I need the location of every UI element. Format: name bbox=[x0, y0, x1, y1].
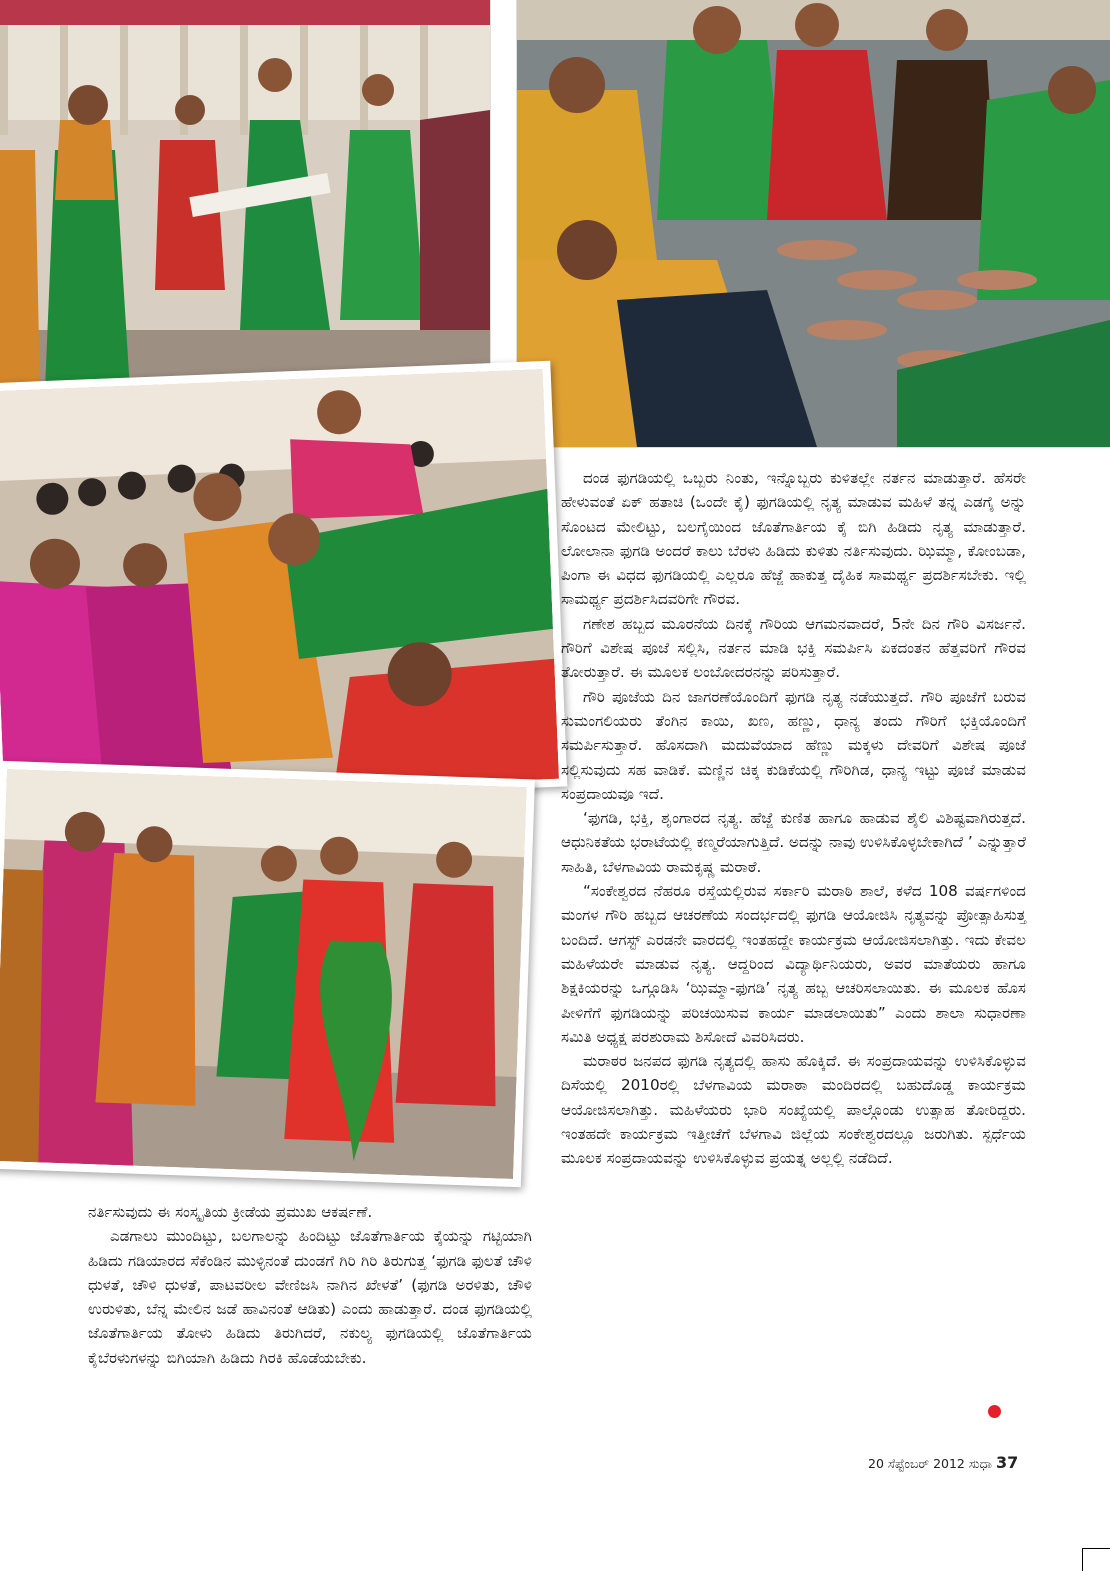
paragraph: ಗಣೇಶ ಹಬ್ಬದ ಮೂರನೆಯ ದಿನಕ್ಕೆ ಗೌರಿಯ ಆಗಮನವಾದರೆ, 5ನೇ ದಿನ ಗೌರಿ ವಿಸರ್ಜನೆ. ಗೌರಿಗೆ ವಿಶೇಷ ಪೂಜೆ ಸಲ್ಲಿಸಿ, ನರ್ತನ ಮಾಡಿ ಭಕ್ತಿ ಸಮರ್ಪಿಸಿ ಏಕದಂತನ ಹೆತ್ತವರಿಗೆ ಗೌರವ ತೋರುತ್ತಾರೆ. ಈ ಮೂಲಕ ಲಂಬೋದರನನ್ನು ಪರಿಸುತ್ತಾರೆ. bbox=[561, 614, 1026, 682]
article-right-column bbox=[561, 466, 1026, 1171]
crop-mark bbox=[1082, 1548, 1083, 1571]
paragraph: ‘ಫುಗಡಿ, ಭಕ್ತಿ, ಶೃಂಗಾರದ ನೃತ್ಯ. ಹೆಜ್ಜೆ ಕುಣಿತ ಹಾಗೂ ಹಾಡುವ ಶೈಲಿ ವಿಶಿಷ್ಟವಾಗಿರುತ್ತದೆ. ಆಧುನಿಕತೆಯ ಭರಾಟೆಯಲ್ಲಿ ಕಣ್ಮರೆಯಾಗುತ್ತಿದೆ. ಅದನ್ನು ನಾವು ಉಳಿಸಿಕೊಳ್ಳಬೇಕಾಗಿದೆ ’ ಎನ್ನುತ್ತಾರೆ ಸಾಹಿತಿ, ಬೆಳಗಾವಿಯ ರಾಮಕೃಷ್ಣ ಮರಾಠೆ. bbox=[561, 809, 1026, 876]
paragraph: ಮರಾಠರ ಜನಪದ ಫುಗಡಿ ನೃತ್ಯದಲ್ಲಿ ಹಾಸು ಹೊಕ್ಕಿದೆ. ಈ ಸಂಪ್ರದಾಯವನ್ನು ಉಳಿಸಿಕೊಳ್ಳುವ ದಿಸೆಯಲ್ಲಿ 2010ರಲ್ಲಿ ಬೆಳಗಾವಿಯ ಮರಾಠಾ ಮಂದಿರದಲ್ಲಿ ಬಹುದೊಡ್ಡ ಕಾರ್ಯಕ್ರಮ ಆಯೋಜಿಸಲಾಗಿತ್ತು. ಮಹಿಳೆಯರು ಭಾರಿ ಸಂಖ್ಯೆಯಲ್ಲಿ ಪಾಲ್ಗೊಂಡು ಉತ್ಸಾಹ ತೋರಿದ್ದರು. ಇಂತಹದೇ ಕಾರ್ಯಕ್ರಮ ಇತ್ತೀಚೆಗೆ ಬೆಳಗಾವಿ ಜಿಲ್ಲೆಯ ಸಂಕೇಶ್ವರದಲ್ಲೂ ಜರುಗಿತು. ಸ್ಪರ್ಧೆಯ ಮೂಲಕ ಸಂಪ್ರದಾಯವನ್ನು ಉಳಿಸಿಕೊಳ್ಳುವ ಪ್ರಯತ್ನ ಅಲ್ಲಲ್ಲಿ ನಡೆದಿದೆ. bbox=[561, 1052, 1026, 1168]
issue-date: 20 ಸೆಪ್ಟೆಂಬರ್ 2012 ಸುಧಾ bbox=[868, 1456, 992, 1471]
page-footer bbox=[868, 1453, 1018, 1472]
page-number: 37 bbox=[995, 1453, 1019, 1472]
end-mark-dot bbox=[988, 1405, 1001, 1418]
article-left-column bbox=[88, 1200, 532, 1370]
paragraph: ಗೌರಿ ಪೂಜೆಯ ದಿನ ಜಾಗರಣೆಯೊಂದಿಗೆ ಫುಗಡಿ ನೃತ್ಯ ನಡೆಯುತ್ತದೆ. ಗೌರಿ ಪೂಜೆಗೆ ಬರುವ ಸುಮಂಗಲಿಯರು ತೆಂಗಿನ ಕಾಯಿ, ಖಣ, ಹಣ್ಣು, ಧಾನ್ಯ ತಂದು ಗೌರಿಗೆ ಭಕ್ತಿಯೊಂದಿಗೆ ಸಮರ್ಪಿಸುತ್ತಾರೆ. ಹೊಸದಾಗಿ ಮದುವೆಯಾದ ಹೆಣ್ಣು ಮಕ್ಕಳು ದೇವರಿಗೆ ವಿಶೇಷ ಪೂಜೆ ಸಲ್ಲಿಸುವುದು ಸಹ ವಾಡಿಕೆ. ಮಣ್ಣಿನ ಚಿಕ್ಕ ಕುಡಿಕೆಯಲ್ಲಿ ಗೌರಿಗಿಡ, ಧಾನ್ಯ ಇಟ್ಟು ಪೂಜೆ ಮಾಡುವ ಸಂಪ್ರದಾಯವೂ ಇದೆ. bbox=[561, 687, 1026, 803]
photo-women-dancing-plant bbox=[0, 761, 535, 1187]
photo-dancers-standing bbox=[0, 0, 490, 393]
paragraph: ದಂಡ ಫುಗಡಿಯಲ್ಲಿ ಒಬ್ಬರು ನಿಂತು, ಇನ್ನೊಬ್ಬರು ಕುಳಿತಲ್ಲೇ ನರ್ತನ ಮಾಡುತ್ತಾರೆ. ಹೆಸರೇ ಹೇಳುವಂತೆ ಏಕ್ ಹತಾಚಿ (ಒಂದೇ ಕೈ) ಫುಗಡಿಯಲ್ಲಿ ನೃತ್ಯ ಮಾಡುವ ಮಹಿಳೆ ತನ್ನ ಎಡಗೈ ಅನ್ನು ಸೊಂಟದ ಮೇಲಿಟ್ಟು, ಬಲಗೈಯಿಂದ ಜೊತೆಗಾರ್ತಿಯ ಕೈ ಬಿಗಿ ಹಿಡಿದು ನೃತ್ಯ ಮಾಡುತ್ತಾರೆ. ಲೋಲಾನಾ ಫುಗಡಿ ಅಂದರೆ ಕಾಲು ಬೆರಳು ಹಿಡಿದು ಕುಳಿತು ನರ್ತಿಸುವುದು. ಝಿಮ್ಮಾ, ಕೋಂಬಡಾ, ಪಿಂಗಾ ಈ ವಿಧದ ಫುಗಡಿಯಲ್ಲಿ ಎಲ್ಲರೂ ಹೆಜ್ಜೆ ಹಾಕುತ್ತ ದೈಹಿಕ ಸಾಮರ್ಥ್ಯ ಪ್ರದರ್ಶಿಸಬೇಕು. ಇಲ್ಲಿ ಸಾಮರ್ಥ್ಯ ಪ್ರದರ್ಶಿಸಿದವರಿಗೇ ಗೌರವ. bbox=[561, 469, 1026, 609]
photo-women-dancing-bent bbox=[0, 361, 567, 810]
paragraph: ನರ್ತಿಸುವುದು ಈ ಸಂಸ್ಕೃತಿಯ ಕ್ರೀಡೆಯ ಪ್ರಮುಖ ಆಕರ್ಷಣೆ. bbox=[88, 1203, 373, 1221]
photo-women-seated-circle bbox=[517, 0, 1110, 447]
crop-mark bbox=[1082, 1548, 1110, 1549]
paragraph: ಎಡಗಾಲು ಮುಂದಿಟ್ಟು, ಬಲಗಾಲನ್ನು ಹಿಂದಿಟ್ಟು ಜೊತೆಗಾರ್ತಿಯ ಕೈಯನ್ನು ಗಟ್ಟಿಯಾಗಿ ಹಿಡಿದು ಗಡಿಯಾರದ ಸೆಕೆಂಡಿನ ಮುಳ್ಳಿನಂತೆ ದುಂಡಗೆ ಗಿರಿ ಗಿರಿ ತಿರುಗುತ್ತ ‘ಫುಗಡಿ ಫುಲತೆ ಚೌಳಿ ಧುಳತೆ, ಚೌಳಿ ಧುಳತೆ, ಪಾಟವರೀಲ ವೇಣಿಜಸಿ ನಾಗಿನ ಖೇಳತೆ’ (ಫುಗಡಿ ಅರಳಿತು, ಚೌಳಿ ಉರುಳಿತು, ಬೆನ್ನ ಮೇಲಿನ ಜಡೆ ಹಾವಿನಂತೆ ಆಡಿತು) ಎಂದು ಹಾಡುತ್ತಾರೆ. ದಂಡ ಫುಗಡಿಯಲ್ಲಿ ಜೊತೆಗಾರ್ತಿಯ ತೋಳು ಹಿಡಿದು ತಿರುಗಿದರೆ, ನಕುಲ್ಯ ಫುಗಡಿಯಲ್ಲಿ ಜೊತೆಗಾರ್ತಿಯ ಕೈಬೆರಳುಗಳನ್ನು ಬಿಗಿಯಾಗಿ ಹಿಡಿದು ಗಿರಕಿ ಹೊಡೆಯಬೇಕು. bbox=[88, 1227, 532, 1367]
paragraph: “ಸಂಕೇಶ್ವರದ ನೆಹರೂ ರಸ್ತೆಯಲ್ಲಿರುವ ಸರ್ಕಾರಿ ಮರಾಠಿ ಶಾಲೆ, ಕಳೆದ 108 ವರ್ಷಗಳಿಂದ ಮಂಗಳ ಗೌರಿ ಹಬ್ಬದ ಆಚರಣೆಯ ಸಂದರ್ಭದಲ್ಲಿ ಫುಗಡಿ ಆಯೋಜಿಸಿ ನೃತ್ಯವನ್ನು ಪ್ರೋತ್ಸಾಹಿಸುತ್ತ ಬಂದಿದೆ. ಆಗಸ್ಟ್ ಎರಡನೇ ವಾರದಲ್ಲಿ ಇಂತಹದ್ದೇ ಕಾರ್ಯಕ್ರಮ ಆಯೋಜಿಸಲಾಗಿತ್ತು. ಇದು ಕೇವಲ ಮಹಿಳೆಯರೇ ಮಾಡುವ ನೃತ್ಯ. ಆದ್ದರಿಂದ ವಿದ್ಯಾರ್ಥಿನಿಯರು, ಅವರ ಮಾತೆಯರು ಹಾಗೂ ಶಿಕ್ಷಕಿಯರನ್ನು ಒಗ್ಗೂಡಿಸಿ ‘ಝಿಮ್ಮಾ-ಫುಗಡಿ’ ನೃತ್ಯ ಹಬ್ಬ ಆಚರಿಸಲಾಯಿತು. ಈ ಮೂಲಕ ಹೊಸ ಪೀಳಿಗೆಗೆ ಫುಗಡಿಯನ್ನು ಪರಿಚಯಿಸುವ ಕಾರ್ಯ ಮಾಡಲಾಯಿತು” ಎಂದು ಶಾಲಾ ಸುಧಾರಣಾ ಸಮಿತಿ ಅಧ್ಯಕ್ಷ ಪರಶುರಾಮ ಶಿಸೋದೆ ವಿವರಿಸಿದರು. bbox=[561, 882, 1026, 1046]
